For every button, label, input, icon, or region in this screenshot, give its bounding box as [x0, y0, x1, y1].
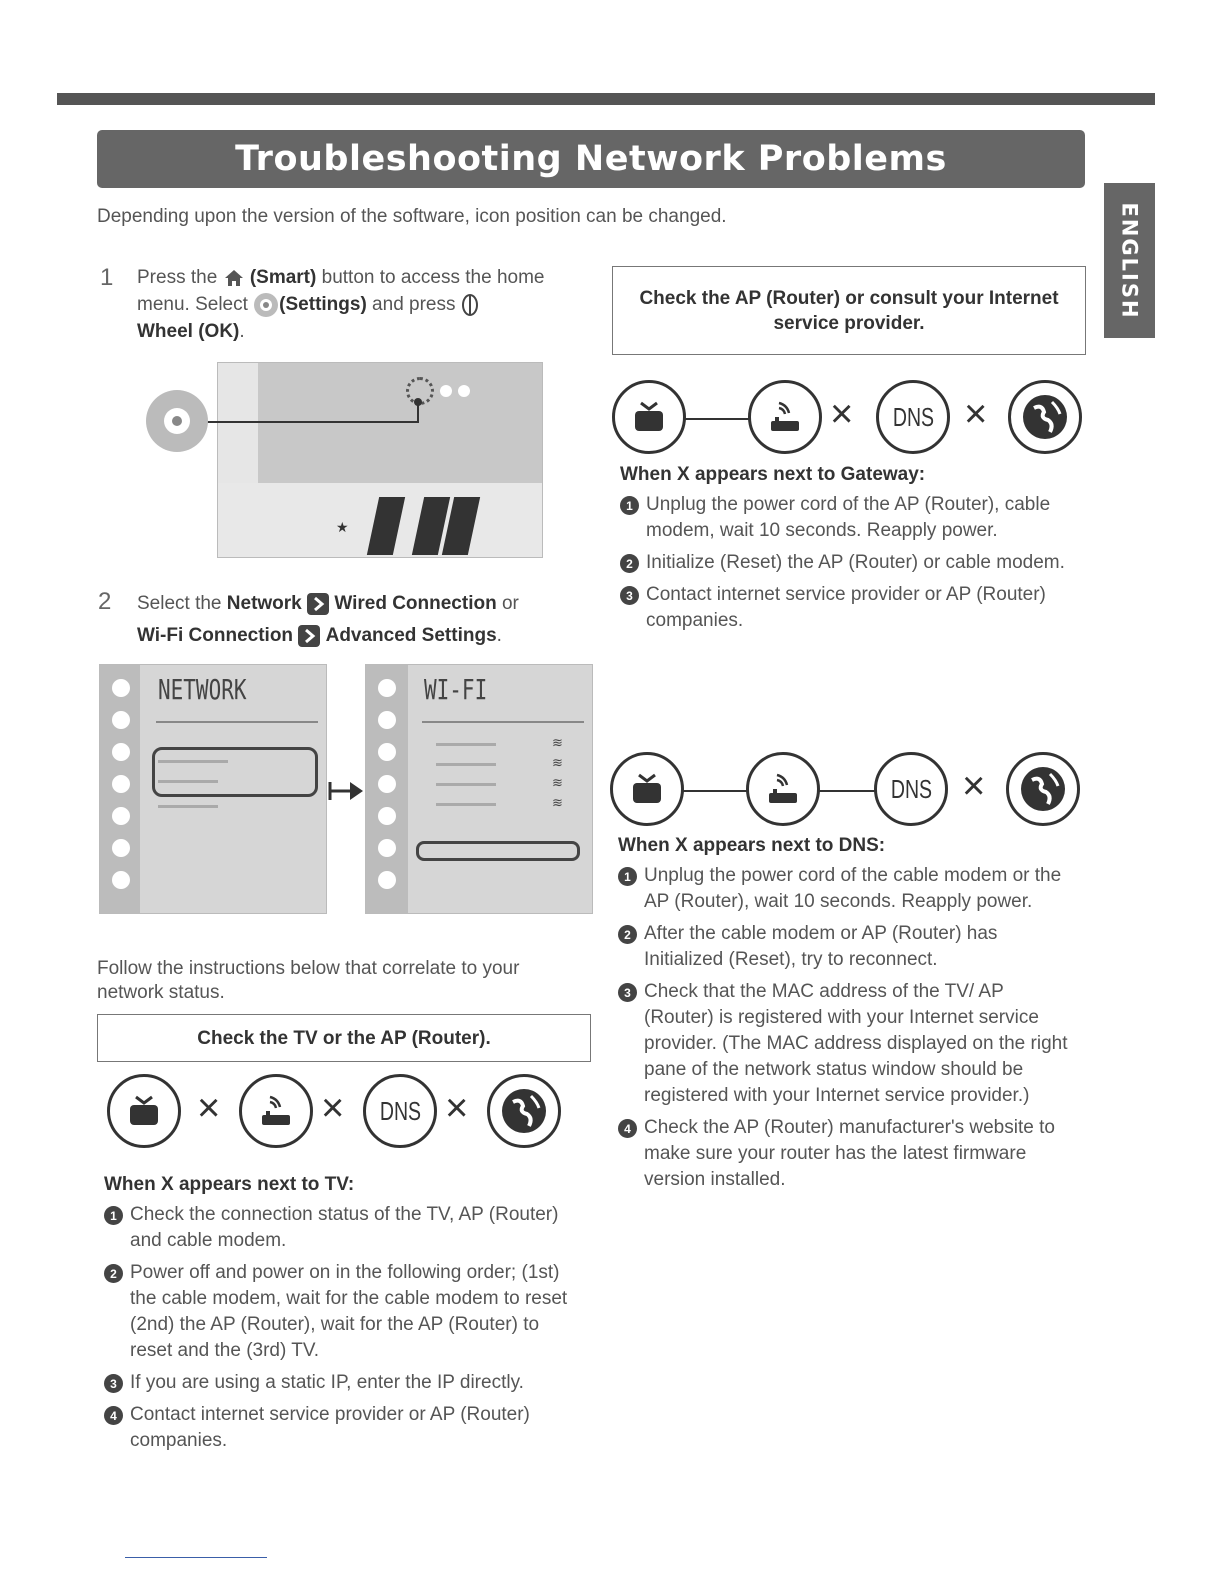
router-icon	[239, 1074, 313, 1148]
step-2-part: or	[496, 593, 519, 614]
dns-instructions	[618, 833, 1078, 1199]
network-row	[436, 763, 496, 766]
wired-connection-label: Wired Connection	[334, 593, 497, 614]
step-number-2-icon: 2	[620, 554, 639, 573]
menu-icon	[378, 711, 396, 729]
wired-highlight-box	[152, 747, 318, 797]
menu-icon	[112, 743, 130, 761]
language-tab	[1104, 183, 1155, 338]
wifi-connection-label: Wi-Fi Connection	[137, 625, 294, 646]
dns-label: DNS	[379, 1095, 421, 1126]
list-item	[104, 1202, 584, 1254]
check-tv-box	[97, 1014, 591, 1062]
list-item	[104, 1402, 584, 1454]
list-item	[618, 979, 1078, 1109]
dns-label: DNS	[892, 401, 934, 432]
dns-label: DNS	[890, 773, 932, 804]
menu-icon	[112, 679, 130, 697]
gateway-heading: When X appears next to Gateway:	[620, 464, 926, 485]
gateway-status-diagram	[612, 380, 1086, 460]
step-number-3-icon: 3	[620, 586, 639, 605]
list-item	[620, 582, 1070, 634]
wheel-ok-label: Wheel (OK)	[137, 321, 240, 342]
tv-heading: When X appears next to TV:	[104, 1174, 355, 1195]
x-mark-icon: ×	[197, 1086, 221, 1130]
step-2-number: 2	[98, 588, 112, 615]
list-item	[618, 1115, 1078, 1193]
check-tv-text: Check the TV or the AP (Router).	[197, 1027, 491, 1049]
router-icon	[748, 380, 822, 454]
x-mark-icon: ×	[445, 1086, 469, 1130]
step-number-1-icon: 1	[620, 496, 639, 515]
settings-label: (Settings)	[279, 294, 367, 315]
step-2-part: Select the	[137, 593, 227, 614]
step-1-part: Press the	[137, 267, 223, 288]
menu-icon	[378, 743, 396, 761]
menu-icon	[112, 839, 130, 857]
dns-icon	[876, 380, 950, 454]
internet-globe-icon	[1008, 380, 1082, 454]
dns-icon	[363, 1074, 437, 1148]
tv-icon	[612, 380, 686, 454]
home-menu-illustration	[146, 362, 546, 562]
list-item-text: After the cable modem or AP (Router) has Initialized (Reset), try to reconnect.	[644, 923, 998, 970]
step-number-1-icon: 1	[618, 867, 637, 886]
follow-instructions: Follow the instructions below that correlate to your network status.	[97, 958, 520, 1003]
x-mark-icon: ×	[962, 764, 986, 808]
arrow-right-icon	[307, 593, 329, 615]
step-1-part: button to access the home menu. Select	[137, 267, 545, 315]
dot-icon	[440, 385, 452, 397]
check-router-box	[612, 266, 1086, 355]
step-2-part: .	[496, 625, 502, 646]
page-title: Troubleshooting Network Problems	[235, 139, 947, 179]
list-item	[618, 863, 1078, 915]
step-2-text	[137, 588, 597, 652]
network-menu-screen	[99, 664, 327, 914]
settings-gear-icon	[253, 292, 279, 318]
step-number-4-icon: 4	[618, 1119, 637, 1138]
top-rule	[57, 93, 1155, 105]
network-row	[436, 783, 496, 786]
footer-rule	[125, 1557, 267, 1558]
list-item-text: Check the AP (Router) manufacturer's website to make sure your router has the latest firmware version installed.	[644, 1117, 1055, 1190]
dns-heading: When X appears next to DNS:	[618, 835, 886, 856]
title-banner	[97, 130, 1085, 188]
network-label: Network	[226, 593, 302, 614]
step-1-part: .	[239, 321, 245, 342]
menu-icon	[112, 775, 130, 793]
arrow-icon	[328, 778, 366, 804]
step-number-2-icon: 2	[104, 1264, 123, 1283]
network-row	[436, 803, 496, 806]
network-row	[436, 743, 496, 746]
dot-icon	[458, 385, 470, 397]
router-icon	[746, 752, 820, 826]
step-number-2-icon: 2	[618, 925, 637, 944]
step-number-4-icon: 4	[104, 1406, 123, 1425]
tv-instructions	[104, 1172, 584, 1460]
menu-icon	[378, 871, 396, 889]
language-tab-label: ENGLISH	[1117, 201, 1142, 320]
placeholder-line	[158, 780, 218, 783]
menu-icon	[112, 807, 130, 825]
list-item	[620, 492, 1070, 544]
list-item-text: Check the connection status of the TV, AP (Router) and cable modem.	[130, 1204, 559, 1251]
internet-globe-icon	[1006, 752, 1080, 826]
menu-icon	[378, 807, 396, 825]
divider	[422, 721, 584, 723]
wifi-screen-title: WI-FI	[424, 673, 488, 706]
smart-label: (Smart)	[249, 267, 317, 288]
network-screen-title: NETWORK	[158, 673, 247, 706]
gateway-instructions	[620, 462, 1070, 640]
menu-icon	[378, 679, 396, 697]
connection-line	[682, 418, 752, 420]
check-router-text: Check the AP (Router) or consult your Internet service provider.	[639, 287, 1059, 334]
step-number-3-icon: 3	[104, 1374, 123, 1393]
internet-globe-icon	[487, 1074, 561, 1148]
menu-icon	[112, 871, 130, 889]
step-number-3-icon: 3	[618, 983, 637, 1002]
menu-icon	[378, 839, 396, 857]
tv-icon	[610, 752, 684, 826]
divider	[156, 721, 318, 723]
list-item-text: Contact internet service provider or AP (Router) companies.	[646, 584, 1046, 631]
list-item	[618, 921, 1078, 973]
advanced-highlight-box	[416, 841, 580, 861]
star-icon: ★	[336, 519, 349, 535]
list-item	[104, 1370, 584, 1396]
dns-status-diagram	[610, 752, 1084, 832]
arrow-right-icon	[298, 625, 320, 647]
list-item-text: Unplug the power cord of the cable modem or the AP (Router), wait 10 seconds. Reapply power.	[644, 865, 1062, 912]
dns-icon	[874, 752, 948, 826]
step-1-text	[137, 264, 597, 345]
list-item-text: Unplug the power cord of the AP (Router), cable modem, wait 10 seconds. Reapply power.	[646, 494, 1051, 541]
x-mark-icon: ×	[964, 392, 988, 436]
advanced-settings-label: Advanced Settings	[325, 625, 497, 646]
x-mark-icon: ×	[830, 392, 854, 436]
wifi-signal-icon: ≋ ≋ ≋ ≋	[552, 735, 563, 810]
wifi-menu-screen	[365, 664, 593, 914]
step-number-1-icon: 1	[104, 1206, 123, 1225]
step-1-number: 1	[100, 264, 114, 291]
home-icon	[223, 268, 245, 288]
placeholder-line	[158, 760, 228, 763]
intro-note: Depending upon the version of the software, icon position can be changed.	[97, 206, 727, 227]
list-item	[620, 550, 1070, 576]
list-item-text: Check that the MAC address of the TV/ AP (Router) is registered with your Internet service provider. (The MAC address displayed on the right pane of the network status window should be registered with your Internet service provider.)	[644, 981, 1068, 1106]
list-item	[104, 1260, 584, 1364]
menu-icon	[112, 711, 130, 729]
list-item-text: Power off and power on in the following order; (1st) the cable modem, wait for the cable modem to reset (2nd) the AP (Router), wait for the AP (Router) to reset and the (3rd) TV.	[130, 1262, 568, 1361]
step-1-part: and press	[366, 294, 461, 315]
wheel-icon	[461, 294, 479, 316]
settings-callout-icon	[146, 390, 208, 452]
list-item-text: If you are using a static IP, enter the IP directly.	[130, 1372, 524, 1393]
tv-icon	[107, 1074, 181, 1148]
x-mark-icon: ×	[321, 1086, 345, 1130]
menu-icon	[378, 775, 396, 793]
list-item-text: Contact internet service provider or AP (Router) companies.	[130, 1404, 530, 1451]
placeholder-line	[158, 805, 218, 808]
list-item-text: Initialize (Reset) the AP (Router) or cable modem.	[646, 552, 1065, 573]
